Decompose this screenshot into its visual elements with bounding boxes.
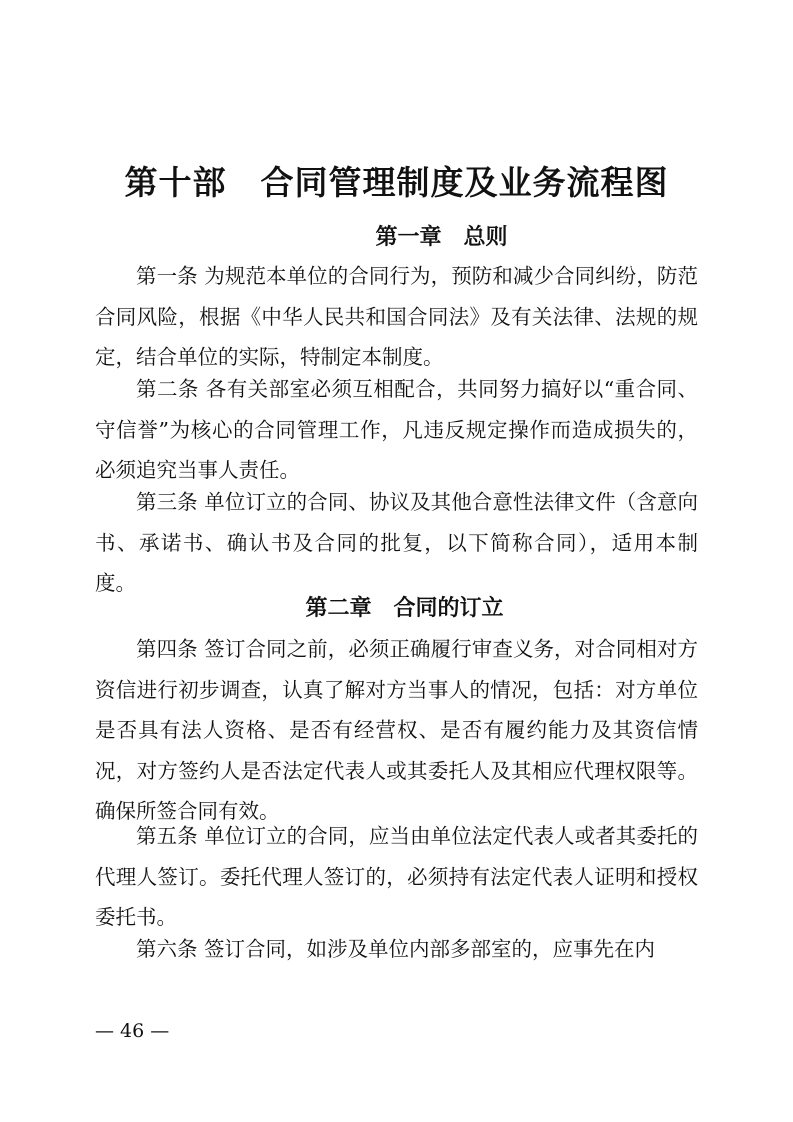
article-paragraph: 第一条 为规范本单位的合同行为，预防和减少合同纠纷，防范合同风险，根据《中华人民共和国合同法》及有关法律、法规的规定，结合单位的实际，特制定本制度。 (95, 264, 698, 370)
chapter-heading: 第二章 合同的订立 (305, 595, 504, 621)
chapter-heading: 第一章 总则 (375, 224, 508, 250)
article-paragraph: 第三条 单位订立的合同、协议及其他合意性法律文件（含意向书、承诺书、确认书及合同的批复，以下简称合同），适用本制度。 (95, 490, 698, 596)
article-paragraph: 第二条 各有关部室必须互相配合，共同努力搞好以“重合同、守信誉”为核心的合同管理工作，凡违反规定操作而造成损失的，必须追究当事人责任。 (95, 377, 698, 483)
document-title: 第十部 合同管理制度及业务流程图 (124, 163, 669, 203)
article-paragraph: 第四条 签订合同之前，必须正确履行审查义务，对合同相对方资信进行初步调查，认真了解对方当事人的情况，包括：对方单位是否具有法人资格、是否有经营权、是否有履约能力及其资信情况，对方签约人是否法定代表人或其委托人及其相应代理权限等。确保所签合同有效。 (95, 637, 698, 824)
page-number: — 46 — (95, 1020, 170, 1042)
article-paragraph: 第五条 单位订立的合同，应当由单位法定代表人或者其委托的代理人签订。委托代理人签订的，必须持有法定代表人证明和授权委托书。 (95, 824, 698, 930)
article-paragraph: 第六条 签订合同，如涉及单位内部多部室的，应事先在内 (136, 937, 656, 961)
